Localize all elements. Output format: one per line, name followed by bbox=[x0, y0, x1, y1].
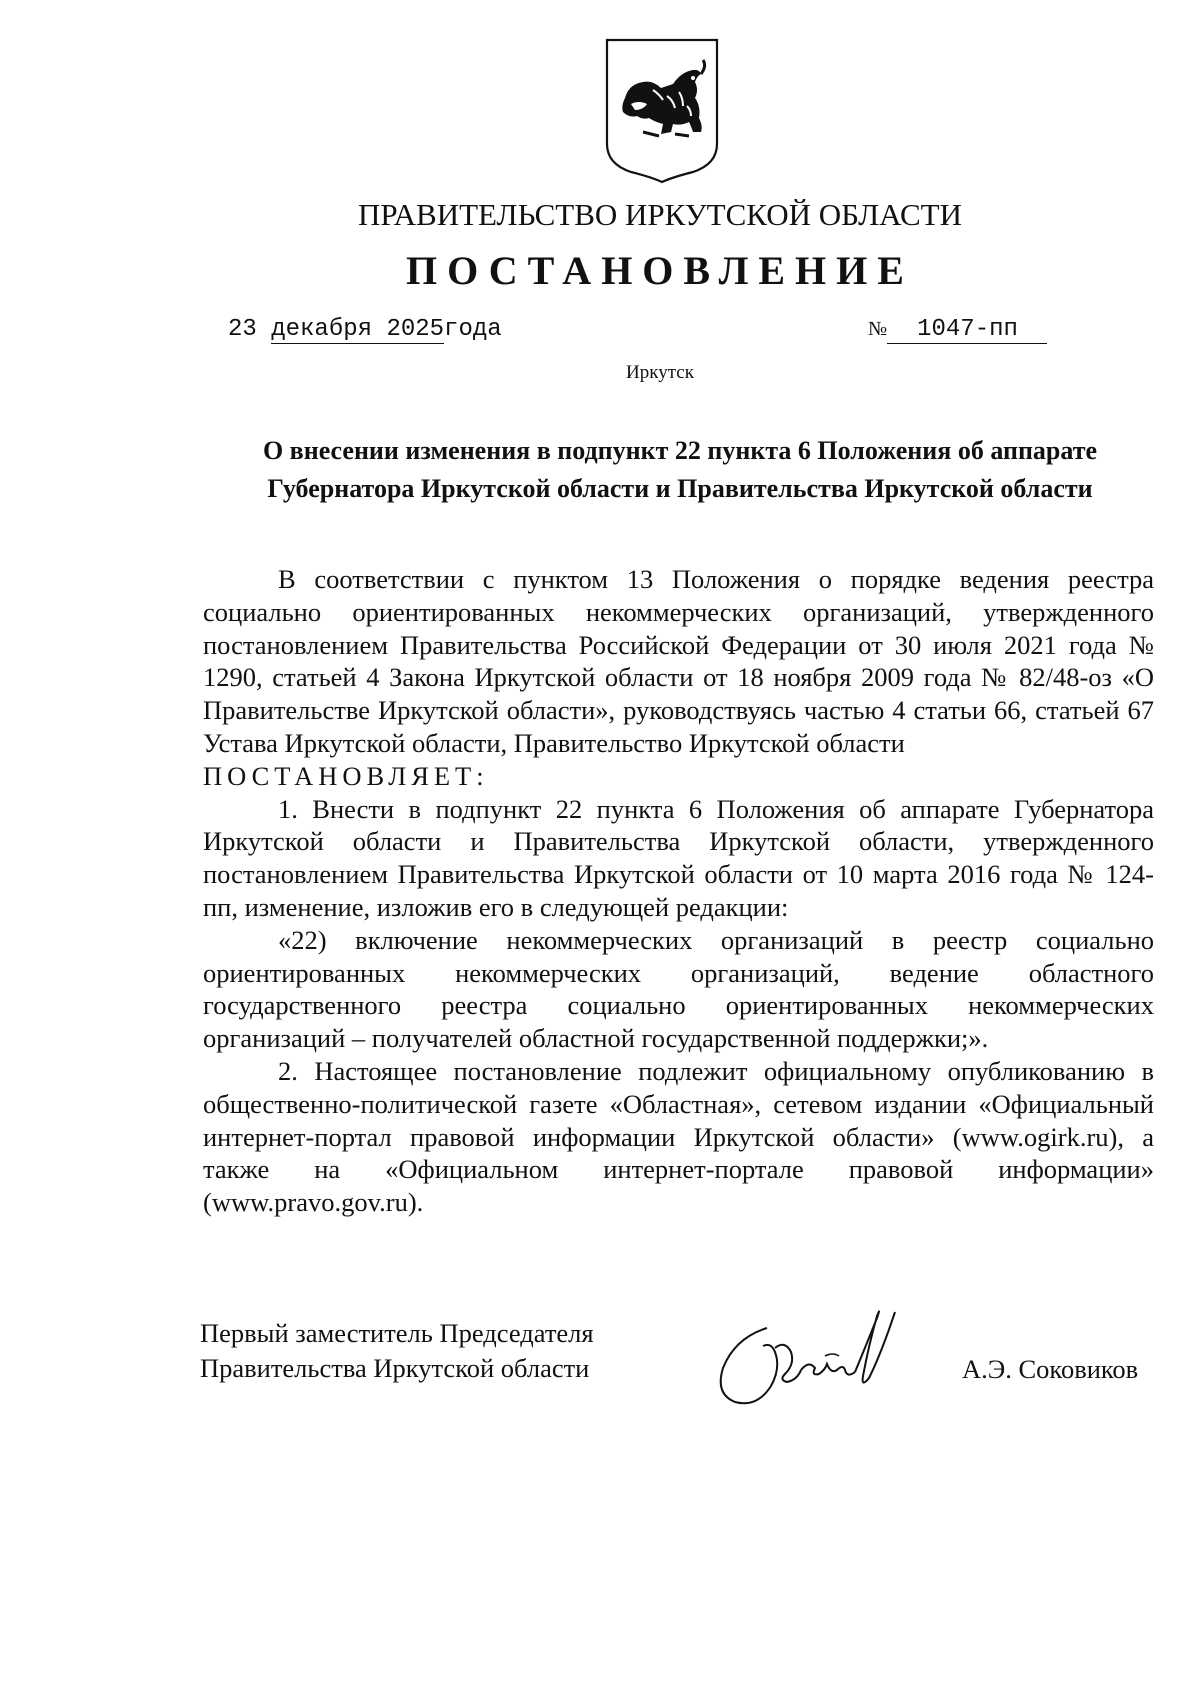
government-name: ПРАВИТЕЛЬСТВО ИРКУТСКОЙ ОБЛАСТИ bbox=[357, 197, 962, 232]
document-body bbox=[203, 563, 1154, 1219]
item-1-paragraph: 1. Внести в подпункт 22 пункта 6 Положения об аппарате Губернатора Иркутской области и Правительства Иркутской области, утвержденного постановлением Правительства Иркутской области от 10 марта 2016 года № 124-пп, изменение, изложив его в следующей редакции: bbox=[203, 793, 1154, 922]
date-day: 23 bbox=[228, 316, 257, 343]
item-2-paragraph: 2. Настоящее постановление подлежит официальному опубликованию в общественно-политической газете «Областная», сетевом издании «Официальный интернет-портал правовой информации Иркутской области» (www.ogirk.ru), а также на «Официальном интернет-портале правовой информации» (www.pravo.gov.ru). bbox=[203, 1055, 1154, 1218]
document-date bbox=[228, 316, 502, 344]
document-number bbox=[868, 316, 1047, 344]
date-suffix: года bbox=[444, 316, 502, 343]
document-city: Иркутск bbox=[626, 362, 694, 383]
date-month-year: декабря 2025 bbox=[271, 316, 445, 343]
position-line-2: Правительства Иркутской области bbox=[200, 1353, 590, 1383]
document-type-heading: ПОСТАНОВЛЕНИЕ bbox=[406, 248, 914, 293]
position-line-1: Первый заместитель Председателя bbox=[200, 1318, 594, 1348]
title-line-2: Губернатора Иркутской области и Правительства Иркутской области bbox=[267, 474, 1093, 503]
handwritten-signature-icon bbox=[705, 1298, 925, 1418]
item-1-quote-paragraph: «22) включение некоммерческих организаций в реестр социально ориентированных некоммерческих организаций, ведение областного государственного реестра социально ориентированных некоммерческих организаций – получателей областной государственной поддержки;». bbox=[203, 924, 1154, 1054]
irkutsk-coat-of-arms-icon bbox=[603, 36, 721, 184]
signatory-position bbox=[200, 1316, 594, 1386]
title-line-1: О внесении изменения в подпункт 22 пункта 6 Положения об аппарате bbox=[262, 436, 1098, 465]
resolves-heading: ПОСТАНОВЛЯЕТ: bbox=[203, 760, 489, 791]
signatory-name: А.Э. Соковиков bbox=[962, 1354, 1139, 1384]
number-value: 1047-пп bbox=[887, 317, 1047, 344]
document-title bbox=[200, 432, 1160, 508]
number-sign: № bbox=[868, 318, 888, 340]
preamble-paragraph: В соответствии с пунктом 13 Положения о порядке ведения реестра социально ориентированных некоммерческих организаций, утвержденного постановлением Правительства Российской Федерации от 30 июля 2021 года № 1290, статьей 4 Закона Иркутской области от 18 ноября 2009 года № 82/48-оз «О Правительстве Иркутской области», руководствуясь частью 4 статьи 66, статьей 67 Устава Иркутской области, Правительство Иркутской области bbox=[203, 564, 1154, 758]
